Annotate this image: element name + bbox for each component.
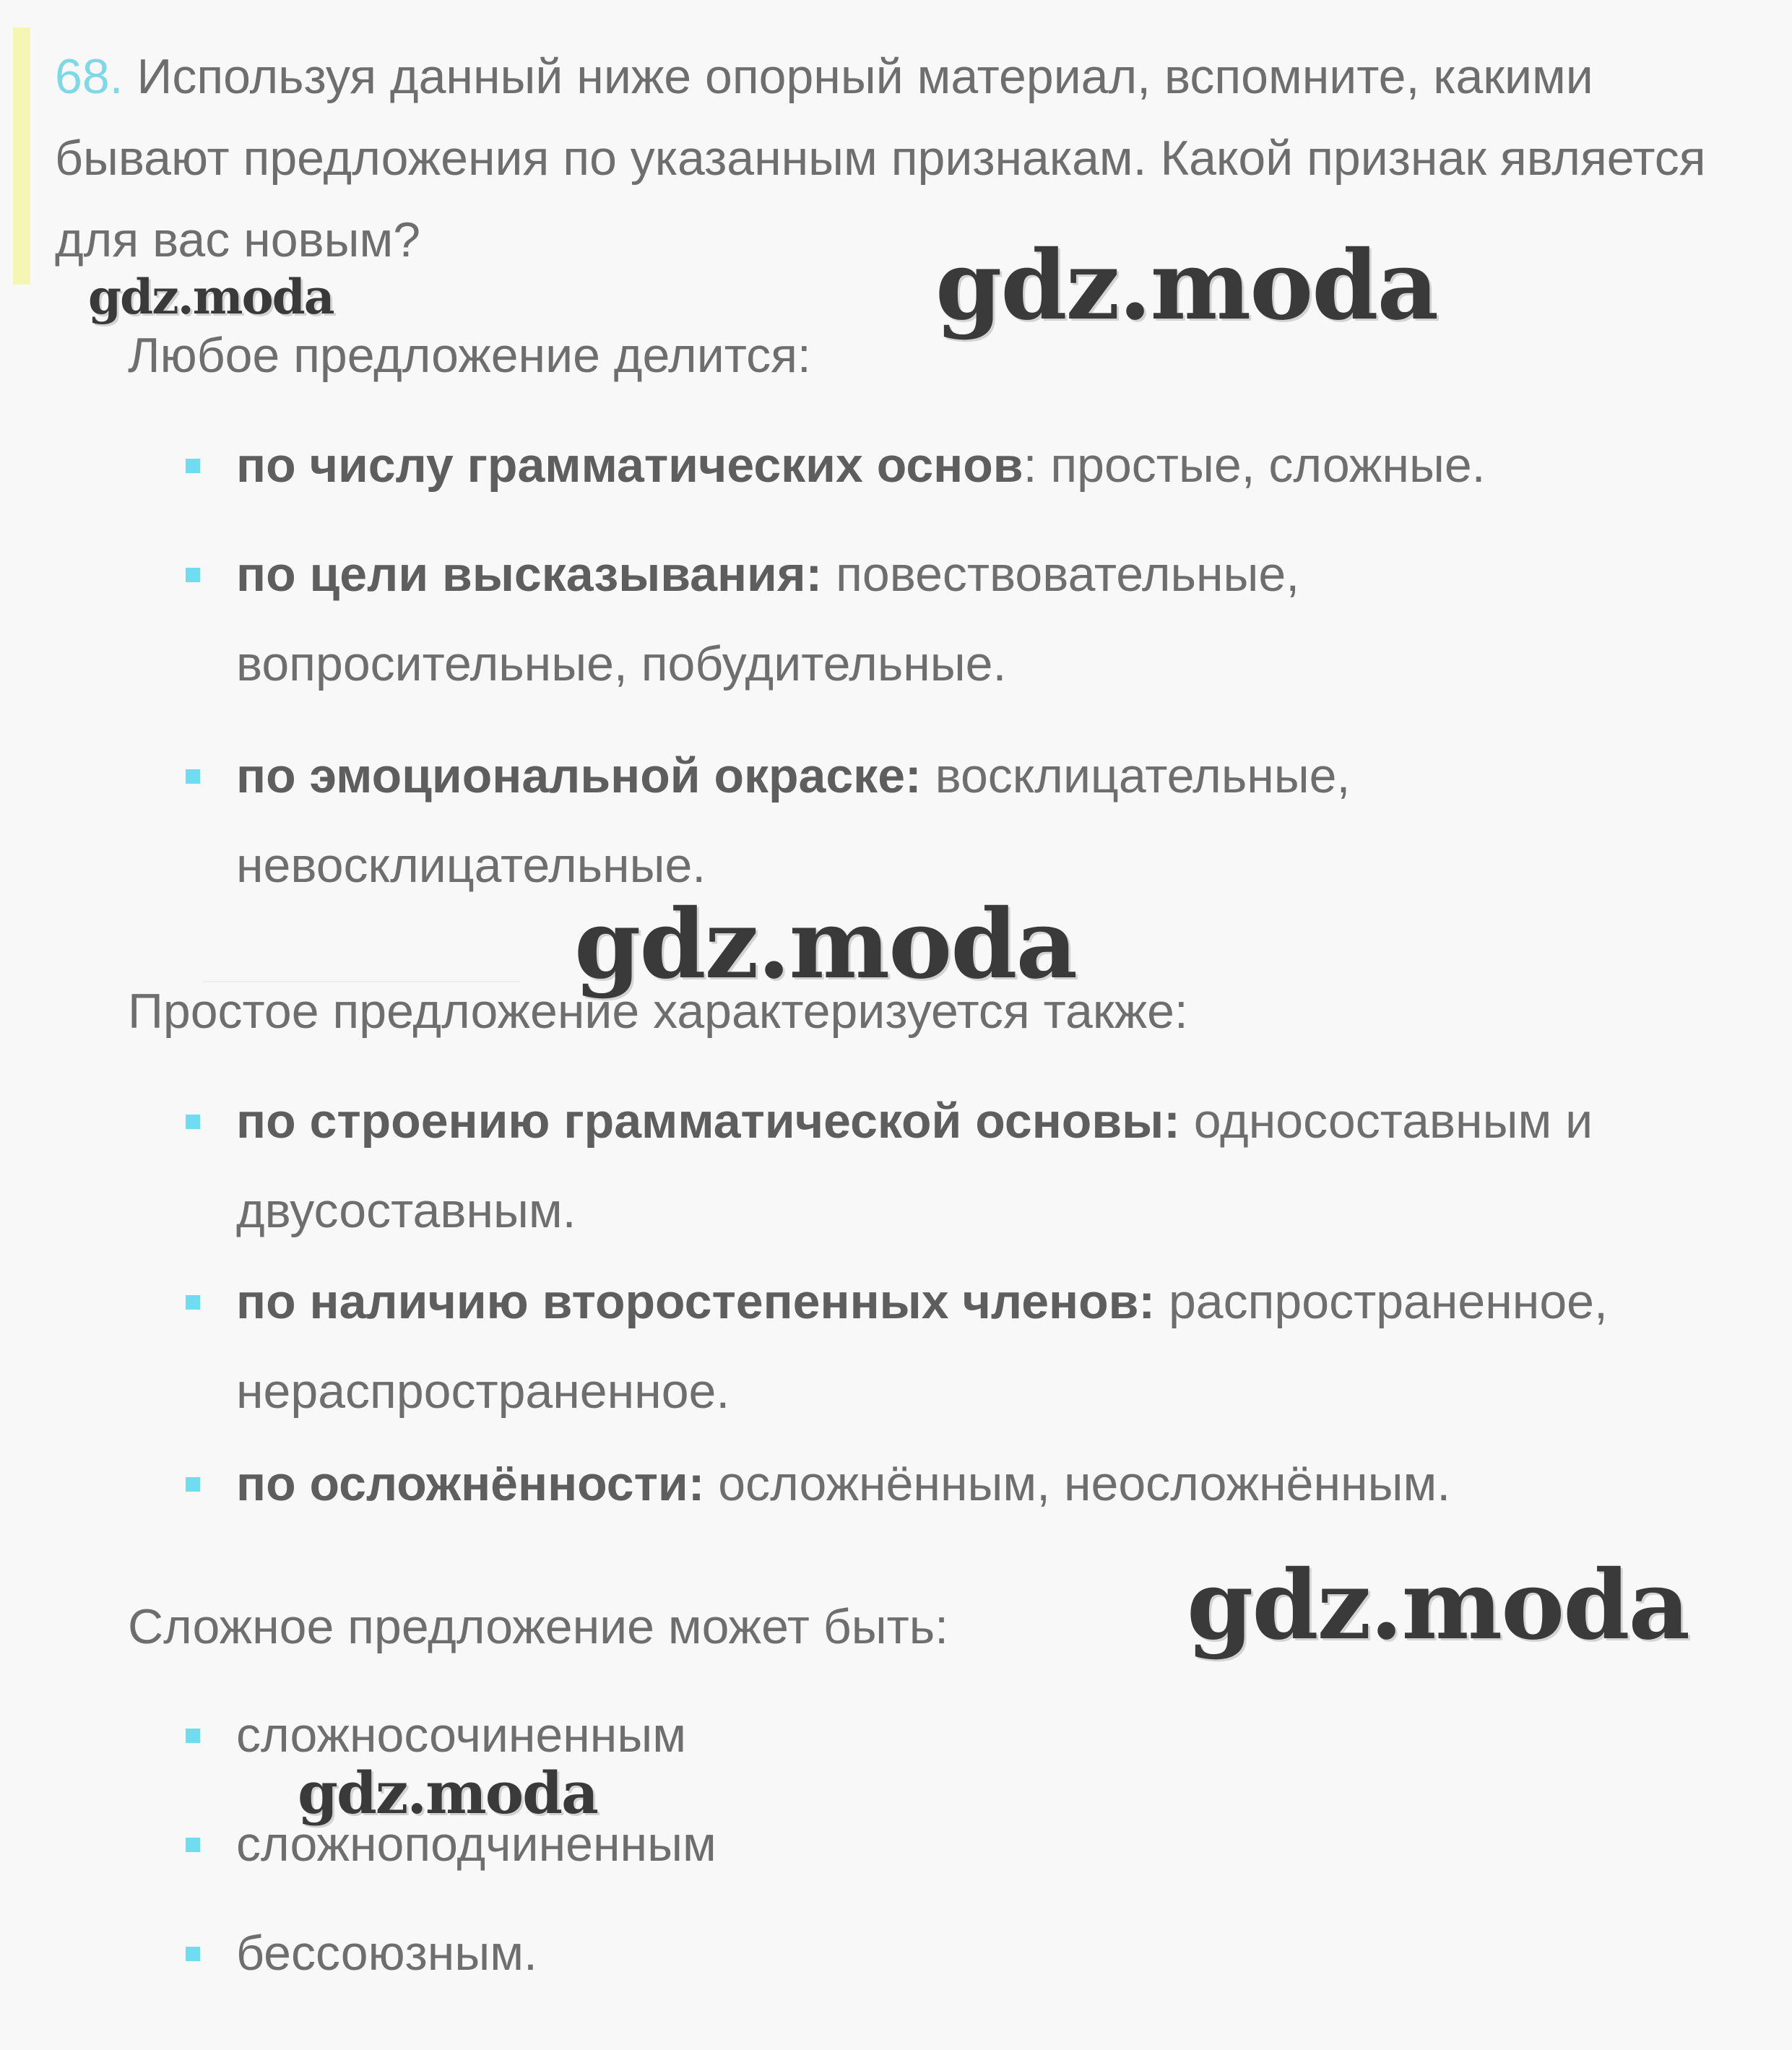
item-criterion: по цели высказывания: [236,547,823,602]
item-values: односоставным и двусоставным. [236,1094,1593,1238]
task-number: 68. [55,49,124,104]
item-values: восклицательные, невосклицательные. [236,748,1351,893]
item-values: сложноподчиненным [236,1817,717,1872]
item-criterion: по наличию второстепенных членов: [236,1274,1156,1329]
list-item [236,731,1702,910]
bullet-icon [186,1729,200,1743]
bullet-icon [186,1477,200,1492]
bullet-icon [186,568,200,582]
bullet-icon [186,1295,200,1310]
task-statement [55,36,1738,281]
item-values: бессоюзным. [236,1926,537,1981]
bullet-icon [186,1838,200,1852]
item-values: : простые, сложные. [1023,438,1486,493]
bullet-icon [186,459,200,473]
watermark-logo: gdz.moda [935,230,1438,342]
watermark-logo: gdz.moda [1187,1549,1689,1661]
watermark-logo: gdz.moda [88,269,334,325]
task-highlight-bar [13,27,30,285]
watermark-logo: gdz.moda [298,1759,597,1827]
task-text: Используя данный ниже опорный материал, вспомните, какими бывают предложения по указанным признакам. Какой признак является для вас новым? [55,49,1706,267]
item-criterion: по числу грамматических основ [236,438,1023,493]
list-item [236,420,1702,510]
item-values: распространенное, нераспространенное. [236,1274,1608,1419]
list-item [236,529,1702,709]
item-values: осложнённым, неосложнённым. [704,1456,1451,1511]
bullet-icon [186,1115,200,1129]
bullet-icon [186,769,200,784]
list-item [236,1257,1702,1436]
list-item [236,1439,1702,1528]
section2-lead: Простое предложение характеризуется также: [128,984,1188,1039]
section1-lead: Любое предложение делится: [128,328,811,383]
item-criterion: по строению грамматической основы: [236,1094,1180,1149]
item-criterion: по осложнённости: [236,1456,705,1511]
item-criterion: по эмоциональной окраске: [236,748,922,803]
watermark-logo: gdz.moda [574,888,1077,1000]
item-values: повествовательные, вопросительные, побудительные. [236,547,1300,691]
item-values: сложносочиненным [236,1708,686,1763]
section3-lead: Сложное предложение может быть: [128,1599,949,1654]
list-item [236,1908,1702,1998]
bullet-icon [186,1947,200,1961]
list-item [236,1076,1702,1255]
